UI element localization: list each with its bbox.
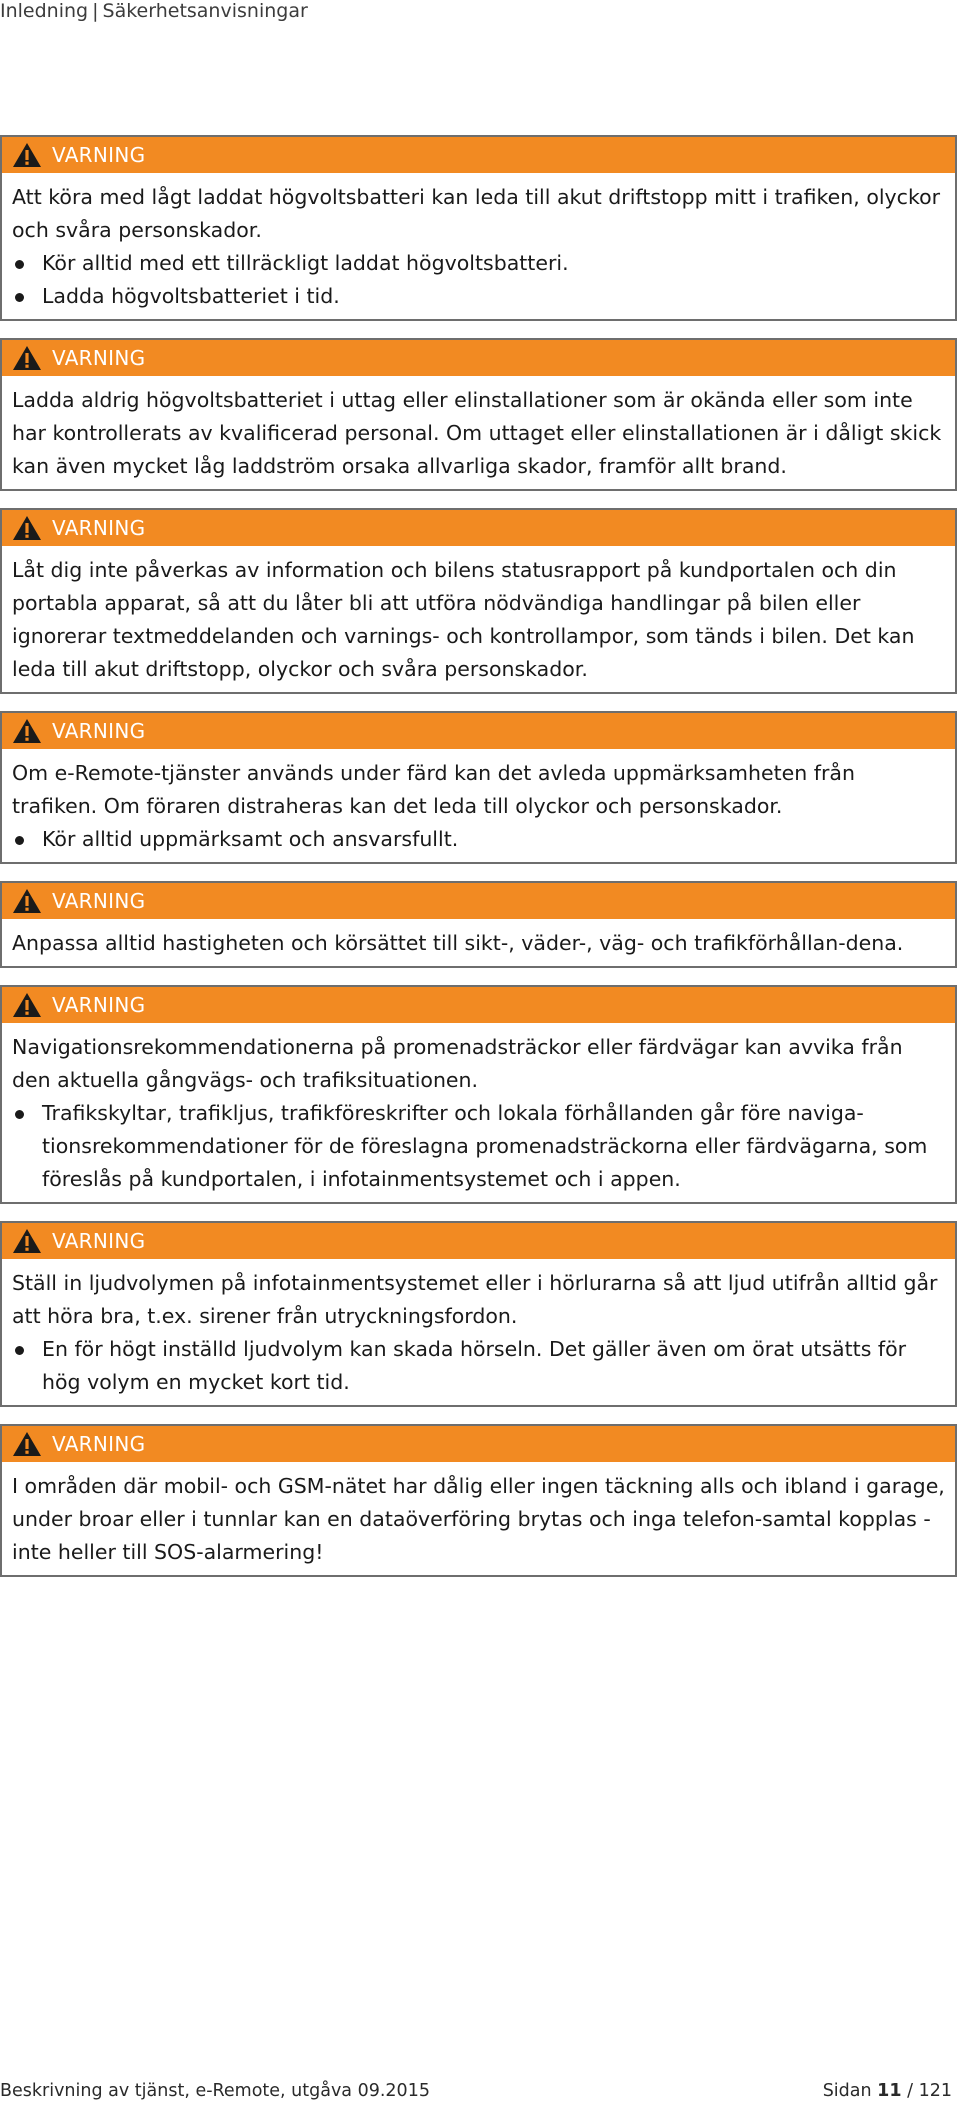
warning-header — [2, 1426, 955, 1462]
warning-bullet-list — [12, 823, 945, 856]
warning-box — [0, 1221, 957, 1407]
warning-body — [2, 919, 955, 966]
footer-page-sep: / — [907, 2081, 914, 2101]
warning-label: VARNING — [52, 993, 146, 1017]
footer-publication: Beskrivning av tjänst, e-Remote, utgåva 09.2015 — [0, 2081, 430, 2101]
bullet-dot-icon — [15, 1346, 24, 1355]
bullet-dot-icon — [15, 260, 24, 269]
warning-box — [0, 881, 957, 968]
warning-text: Låt dig inte påverkas av information och bilens statusrapport på kundportalen och din portabla apparat, så att du låter bli att utföra nödvändiga handlingar på bilen eller ignorerar textmeddelanden och varnings- och kontrollampor, som tänds i bilen. Det kan leda till akut driftstopp, olyckor och svåra personskador. — [12, 558, 915, 681]
warning-bullet-text: Kör alltid med ett tillräckligt laddat högvoltsbatteri. — [42, 251, 569, 275]
warning-header — [2, 340, 955, 376]
bullet-dot-icon — [15, 1110, 24, 1119]
warning-bullet-text: En för högt inställd ljudvolym kan skada hörseln. Det gäller även om örat utsätts för hög volym en mycket kort tid. — [42, 1337, 907, 1394]
warning-body — [2, 1259, 955, 1405]
warning-bullet-text: Trafikskyltar, trafikljus, trafikföreskrifter och lokala förhållanden går före naviga-tionsrekommendationer för de föreslagna promenadsträckorna eller färdvägarna, som föreslås på kundportalen, i infotainmentsystemet och i appen. — [42, 1101, 928, 1191]
warning-bullet-item — [12, 1097, 945, 1196]
warning-body — [2, 173, 955, 319]
warning-text: Om e-Remote-tjänster används under färd kan det avleda uppmärksamheten från trafiken. Om föraren distraheras kan det leda till olyckor och personskador. — [12, 761, 855, 818]
warning-bullet-list — [12, 1097, 945, 1196]
warning-box — [0, 135, 957, 321]
warning-body — [2, 1462, 955, 1575]
warnings-list — [0, 135, 960, 1594]
warning-box — [0, 1424, 957, 1577]
warning-triangle-icon — [12, 1431, 42, 1457]
header-subsection: Säkerhetsanvisningar — [102, 0, 308, 22]
warning-body — [2, 749, 955, 862]
footer-page-current: 11 — [877, 2081, 902, 2101]
header-separator: | — [92, 0, 99, 22]
warning-label: VARNING — [52, 516, 146, 540]
warning-bullet-item — [12, 1333, 945, 1399]
warning-triangle-icon — [12, 888, 42, 914]
warning-triangle-icon — [12, 992, 42, 1018]
warning-bullet-item — [12, 280, 945, 313]
warning-bullet-text: Ladda högvoltsbatteriet i tid. — [42, 284, 340, 308]
warning-body — [2, 546, 955, 692]
warning-triangle-icon — [12, 345, 42, 371]
header-section: Inledning — [0, 0, 89, 22]
warning-triangle-icon — [12, 718, 42, 744]
warning-label: VARNING — [52, 1229, 146, 1253]
warning-text: Att köra med lågt laddat högvoltsbatteri kan leda till akut driftstopp mitt i trafiken, olyckor och svåra personskador. — [12, 185, 941, 242]
warning-bullet-list — [12, 1333, 945, 1399]
warning-box — [0, 985, 957, 1204]
warning-box — [0, 711, 957, 864]
warning-label: VARNING — [52, 1432, 146, 1456]
warning-box — [0, 338, 957, 491]
warning-triangle-icon — [12, 1228, 42, 1254]
warning-label: VARNING — [52, 346, 146, 370]
page-footer — [0, 2080, 952, 2102]
footer-page-number — [823, 2080, 952, 2102]
warning-text: Ladda aldrig högvoltsbatteriet i uttag eller elinstallationer som är okända eller som inte har kontrollerats av kvalificerad personal. Om uttaget eller elinstallationen är i dåligt skick kan även mycket låg laddström orsaka allvarliga skador, framför allt brand. — [12, 388, 942, 478]
page-header — [0, 0, 308, 24]
warning-text: I områden där mobil- och GSM-nätet har dålig eller ingen täckning alls och ibland i garage, under broar eller i tunnlar kan en dataöverföring brytas och inga telefon-samtal kopplas - inte heller till SOS-alarmering! — [12, 1474, 945, 1564]
warning-header — [2, 987, 955, 1023]
warning-body — [2, 1023, 955, 1202]
warning-text: Navigationsrekommendationerna på promenadsträckor eller färdvägar kan avvika från den aktuella gångvägs- och trafiksituationen. — [12, 1035, 903, 1092]
warning-bullet-text: Kör alltid uppmärksamt och ansvarsfullt. — [42, 827, 459, 851]
warning-text: Ställ in ljudvolymen på infotainmentsystemet eller i hörlurarna så att ljud utifrån alltid går att höra bra, t.ex. sirener från utryckningsfordon. — [12, 1271, 938, 1328]
warning-label: VARNING — [52, 719, 146, 743]
warning-header — [2, 1223, 955, 1259]
warning-header — [2, 510, 955, 546]
warning-bullet-item — [12, 247, 945, 280]
warning-triangle-icon — [12, 515, 42, 541]
warning-header — [2, 713, 955, 749]
bullet-dot-icon — [15, 836, 24, 845]
warning-bullet-list — [12, 247, 945, 313]
warning-header — [2, 883, 955, 919]
warning-body — [2, 376, 955, 489]
warning-header — [2, 137, 955, 173]
bullet-dot-icon — [15, 293, 24, 302]
warning-label: VARNING — [52, 889, 146, 913]
warning-triangle-icon — [12, 142, 42, 168]
warning-box — [0, 508, 957, 694]
footer-page-prefix: Sidan — [822, 2081, 872, 2101]
footer-page-total: 121 — [918, 2081, 952, 2101]
warning-bullet-item — [12, 823, 945, 856]
warning-text: Anpassa alltid hastigheten och körsättet till sikt-, väder-, väg- och trafikförhållan-dena. — [12, 931, 904, 955]
warning-label: VARNING — [52, 143, 146, 167]
